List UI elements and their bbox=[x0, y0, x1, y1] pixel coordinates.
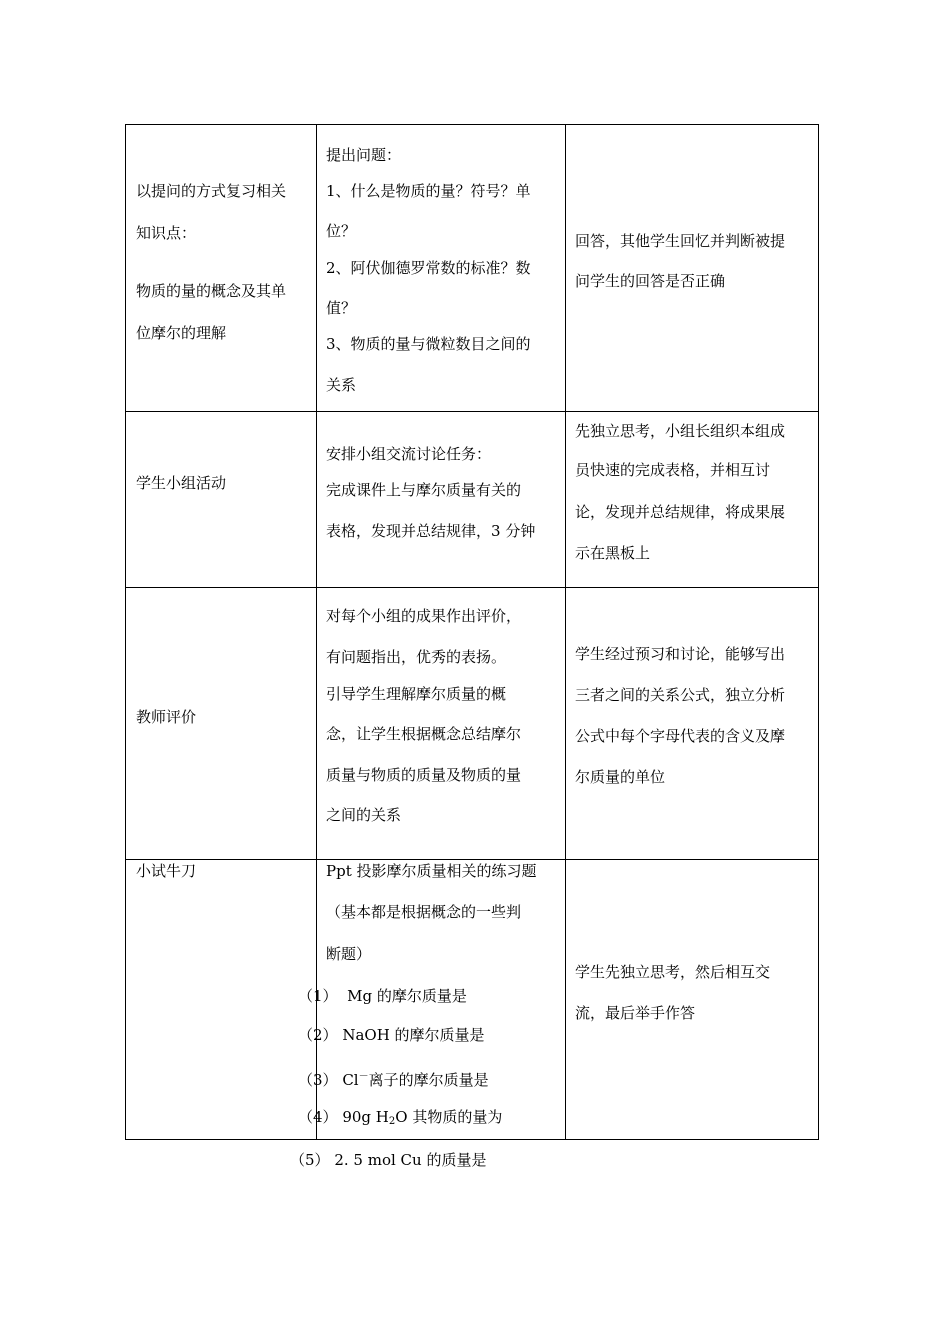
exercise-number: （4） bbox=[298, 1108, 338, 1126]
row1-teacher-line3: 位？ bbox=[326, 222, 357, 240]
row3-teacher-line6: 之间的关系 bbox=[326, 806, 402, 824]
exercise-number: （2） bbox=[298, 1026, 338, 1044]
row1-topic-line1: 以提问的方式复习相关 bbox=[136, 182, 287, 200]
exercise-text: Cl bbox=[342, 1071, 359, 1089]
exercise-number: （3） bbox=[298, 1071, 338, 1089]
row2-student-line1: 先独立思考，小组长组织本组成 bbox=[575, 422, 786, 440]
row1-topic-line2: 知识点： bbox=[136, 224, 197, 242]
row4-student-line1: 学生先独立思考，然后相互交 bbox=[575, 963, 771, 981]
exercise-item-2 bbox=[298, 1014, 485, 1056]
row2-topic-line1: 学生小组活动 bbox=[136, 474, 227, 492]
row3-student-line4: 尔质量的单位 bbox=[575, 768, 666, 786]
row4-student-line2: 流，最后举手作答 bbox=[575, 1004, 696, 1022]
row1-teacher-line5: 值？ bbox=[326, 299, 357, 317]
row3-teacher-line3: 引导学生理解摩尔质量的概 bbox=[326, 685, 507, 703]
row2-teacher-line3: 表格，发现并总结规律，3 分钟 bbox=[326, 522, 536, 540]
row3-student-line1: 学生经过预习和讨论，能够写出 bbox=[575, 645, 786, 663]
row2-teacher-line2: 完成课件上与摩尔质量有关的 bbox=[326, 481, 522, 499]
exercise-item-4 bbox=[298, 1096, 502, 1143]
row1-teacher-line7: 关系 bbox=[326, 376, 357, 394]
row-divider-2 bbox=[126, 587, 818, 588]
row2-teacher-line1: 安排小组交流讨论任务： bbox=[326, 445, 492, 463]
exercise-number: （5） bbox=[290, 1151, 330, 1169]
exercise-text: 2. 5 mol Cu 的质量是 bbox=[334, 1151, 487, 1169]
row4-teacher-line1: Ppt 投影摩尔质量相关的练习题 bbox=[326, 862, 537, 880]
exercise-text: Mg 的摩尔质量是 bbox=[347, 987, 467, 1005]
row1-topic-line4: 位摩尔的理解 bbox=[136, 324, 227, 342]
row2-student-line2: 员快速的完成表格，并相互讨 bbox=[575, 461, 771, 479]
row4-teacher-line3: 断题） bbox=[326, 945, 372, 963]
exercise-text-rest: 离子的摩尔质量是 bbox=[368, 1071, 489, 1089]
row1-student-line2: 问学生的回答是否正确 bbox=[575, 272, 726, 290]
row1-teacher-line4: 2、阿伏伽德罗常数的标准？数 bbox=[326, 259, 531, 277]
row4-topic-line1: 小试牛刀 bbox=[136, 862, 197, 880]
row3-topic-line1: 教师评价 bbox=[136, 708, 197, 726]
row3-teacher-line4: 念，让学生根据概念总结摩尔 bbox=[326, 725, 522, 743]
exercise-text-rest: O 其物质的量为 bbox=[395, 1108, 503, 1126]
exercise-subscript: 2 bbox=[388, 1116, 396, 1127]
column-divider-2 bbox=[565, 125, 566, 1139]
exercise-number: （1） bbox=[298, 987, 338, 1005]
row1-teacher-line1: 提出问题： bbox=[326, 146, 402, 164]
row1-teacher-line6: 3、物质的量与微粒数目之间的 bbox=[326, 335, 531, 353]
exercise-item-1 bbox=[298, 975, 467, 1017]
row3-student-line3: 公式中每个字母代表的含义及摩 bbox=[575, 727, 786, 745]
row3-teacher-line5: 质量与物质的质量及物质的量 bbox=[326, 766, 522, 784]
exercise-item-3 bbox=[298, 1056, 489, 1101]
row3-student-line2: 三者之间的关系公式，独立分析 bbox=[575, 686, 786, 704]
row1-teacher-line2: 1、什么是物质的量？符号？单 bbox=[326, 182, 531, 200]
row4-teacher-line2: （基本都是根据概念的一些判 bbox=[326, 903, 522, 921]
row3-teacher-line1: 对每个小组的成果作出评价， bbox=[326, 607, 522, 625]
exercise-text: 90g H bbox=[342, 1108, 389, 1126]
row1-topic-line3: 物质的量的概念及其单 bbox=[136, 282, 287, 300]
row3-teacher-line2: 有问题指出，优秀的表扬。 bbox=[326, 648, 507, 666]
row2-student-line4: 示在黑板上 bbox=[575, 544, 651, 562]
exercise-superscript: － bbox=[358, 1071, 369, 1082]
row2-student-line3: 论，发现并总结规律，将成果展 bbox=[575, 503, 786, 521]
exercise-text: NaOH 的摩尔质量是 bbox=[342, 1026, 485, 1044]
row1-student-line1: 回答，其他学生回忆并判断被提 bbox=[575, 232, 786, 250]
exercise-item-5 bbox=[290, 1139, 486, 1181]
